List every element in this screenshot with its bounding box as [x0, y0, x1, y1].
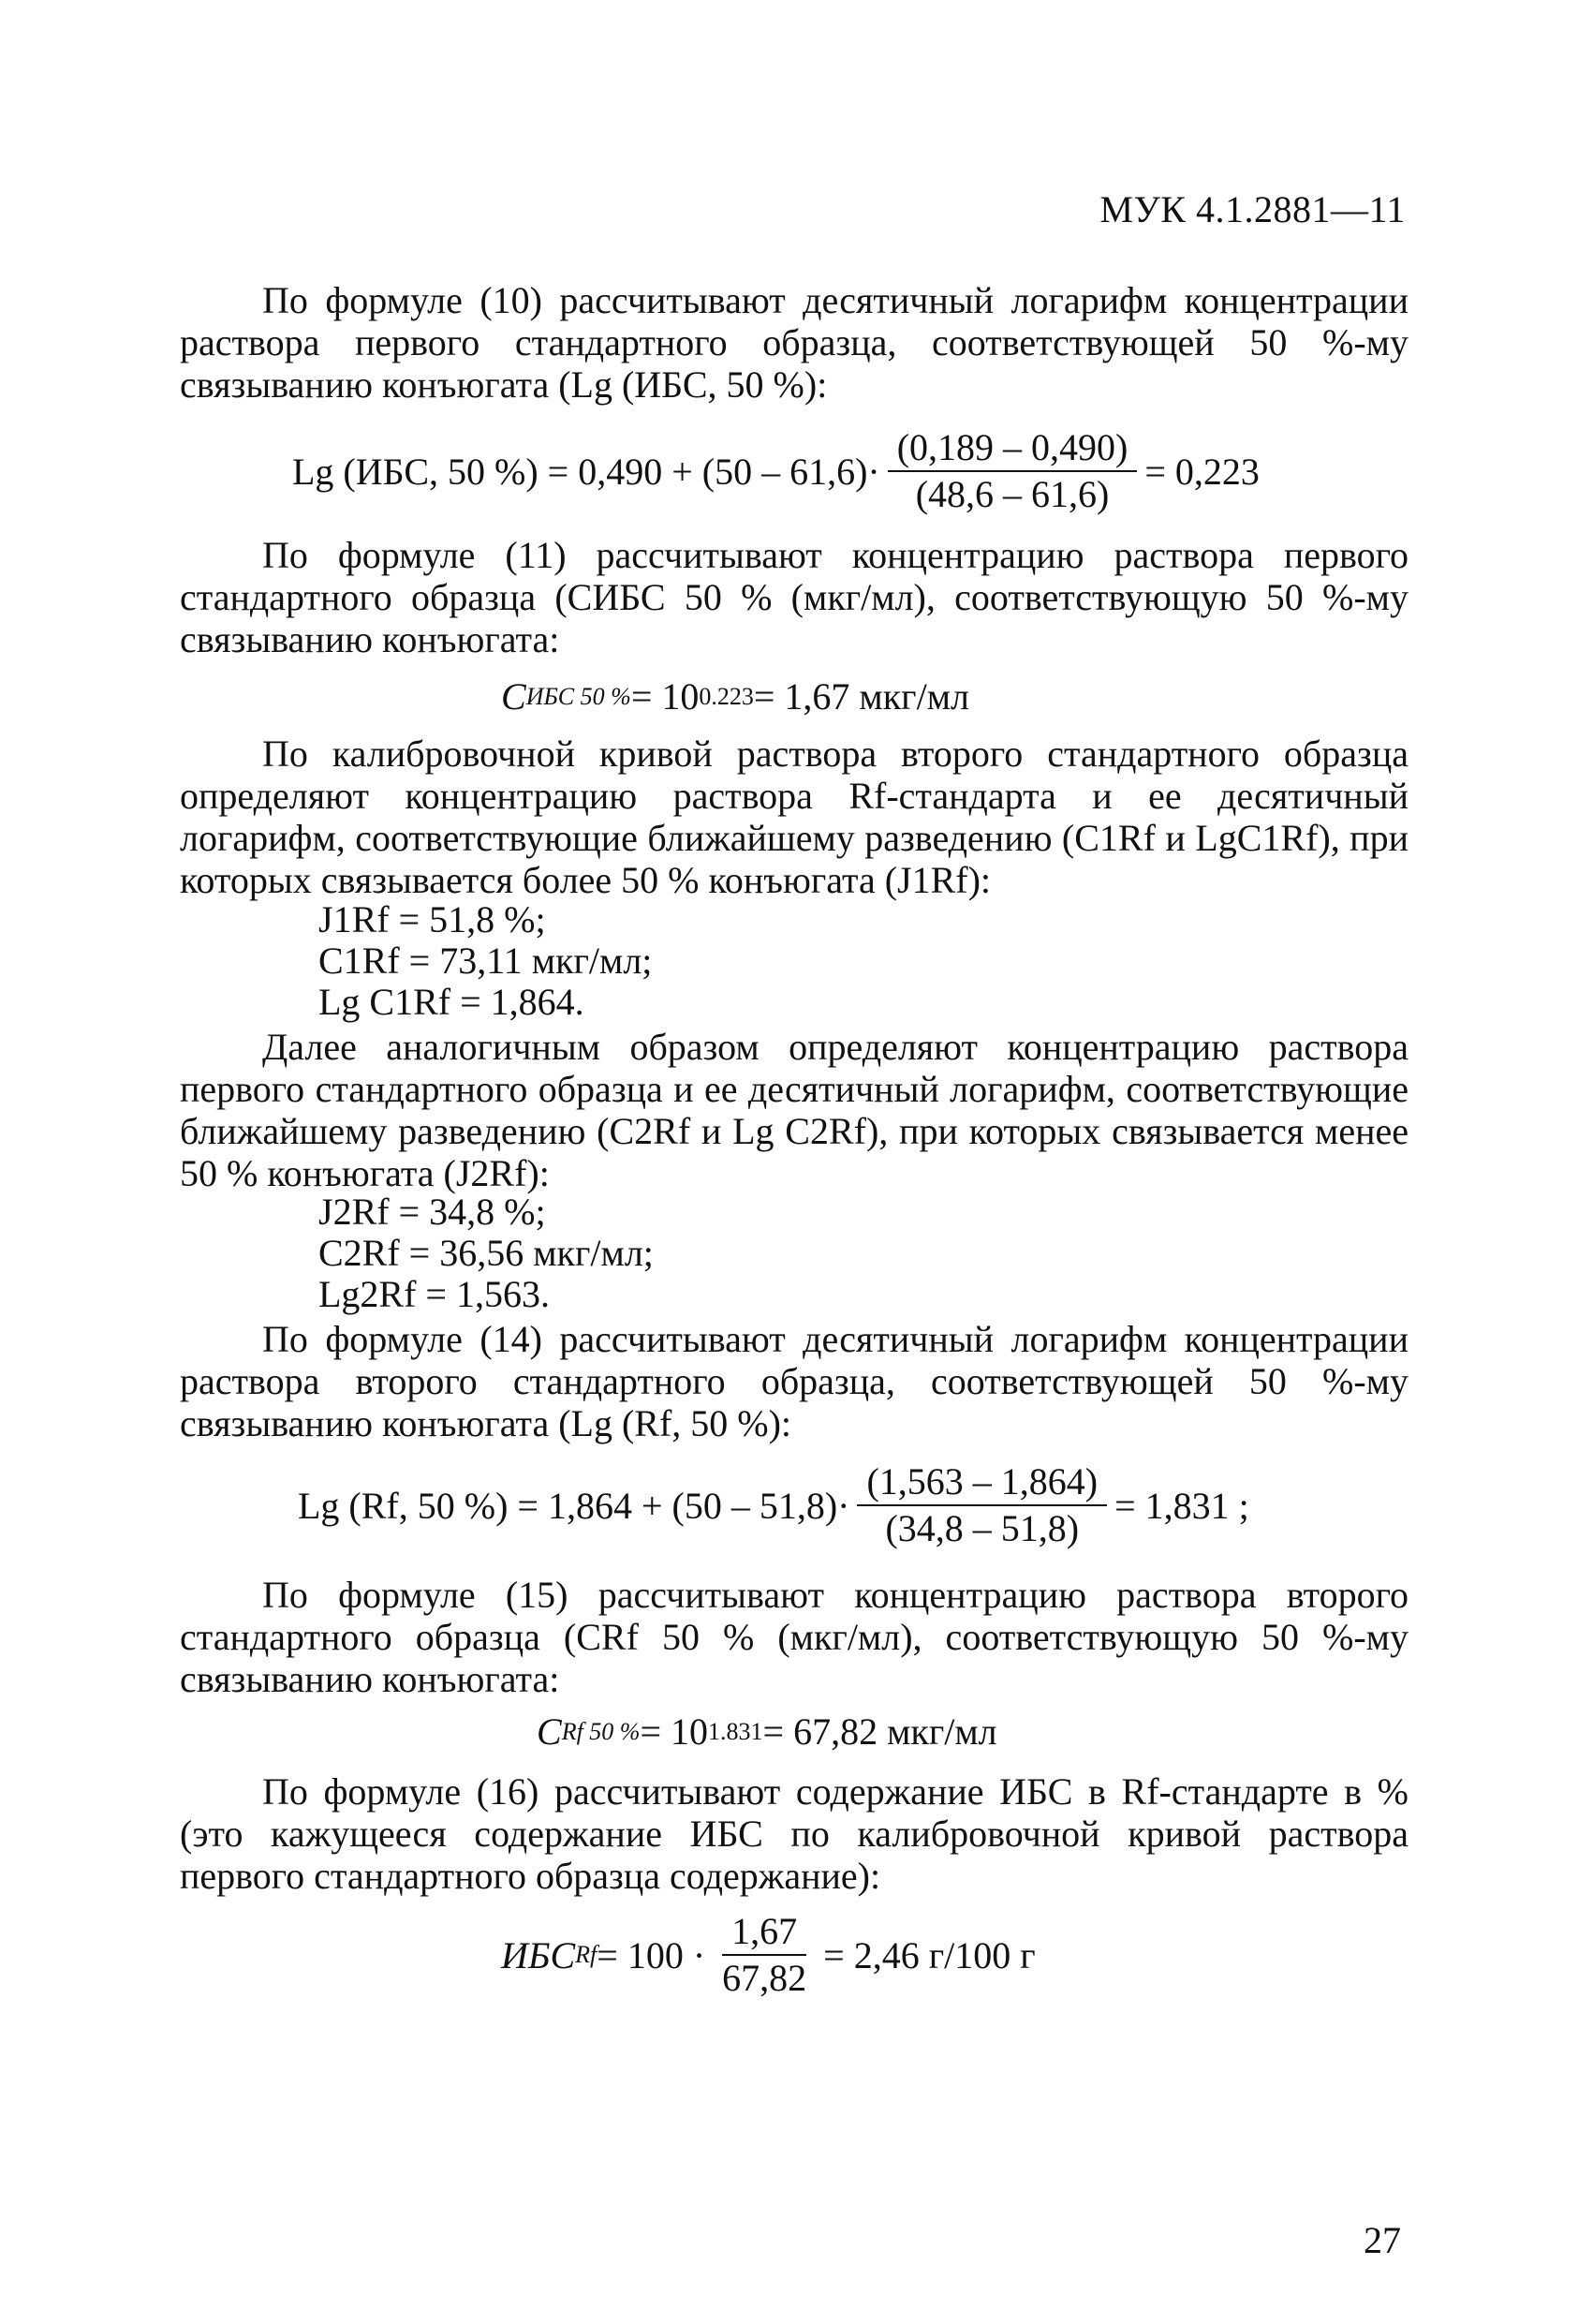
definition-c2rf: C2Rf = 36,56 мкг/мл;	[318, 1232, 654, 1274]
formula-16-result: = 2,46 г/100 г	[823, 1933, 1036, 1976]
paragraph-formula-10: По формуле (10) рассчитывают десятичный логарифм концентрации раствора первого стандартного образца, соответствующей 50 %-му связыванию конъюгата (Lg (ИБС, 50 %):	[180, 279, 1409, 406]
formula-15	[537, 1710, 997, 1754]
formula-11-rest: = 1,67 мкг/мл	[753, 675, 969, 718]
formula-16-symbol: ИБС	[501, 1933, 576, 1976]
formula-10-result: = 0,223	[1144, 450, 1260, 493]
formula-16-subscript: Rf	[575, 1941, 597, 1968]
formula-10-denominator: (48,6 – 61,6)	[915, 473, 1110, 515]
page-number: 27	[1364, 2219, 1401, 2261]
definition-c1rf: C1Rf = 73,11 мкг/мл;	[318, 940, 653, 982]
formula-16-numerator: 1,67	[722, 1911, 806, 1956]
paragraph-calibration-curve: По калибровочной кривой раствора второго стандартного образца определяют концентрацию раствора Rf-стандарта и ее десятичный логарифм, соответствующие ближайшему разведению (C1Rf и LgC1Rf), при которых связывается более 50 % конъюгата (J1Rf):	[180, 733, 1409, 901]
definition-lg2rf: Lg2Rf = 1,563.	[318, 1273, 550, 1315]
formula-15-symbol: C	[537, 1710, 562, 1753]
formula-10-lhs: Lg (ИБС, 50 %) = 0,490 + (50 – 61,6)·	[292, 450, 880, 493]
formula-16-mid: = 100 ·	[597, 1933, 706, 1976]
formula-14-fraction	[857, 1461, 1107, 1549]
paragraph-formula-16: По формуле (16) рассчитывают содержание ИБС в Rf-стандарте в % (это кажущееся содержание ИБС по калибровочной кривой раствора первого стандартного образца содержание):	[180, 1770, 1409, 1897]
definitions-first	[318, 899, 652, 1023]
formula-15-subscript: Rf 50 %	[561, 1717, 641, 1745]
formula-11-eq: = 10	[630, 675, 700, 718]
formula-15-eq: = 10	[640, 1710, 709, 1753]
formula-14-lhs: Lg (Rf, 50 %) = 1,864 + (50 – 51,8)·	[298, 1484, 850, 1527]
formula-10-numerator: (0,189 – 0,490)	[888, 427, 1138, 472]
formula-16-fraction	[713, 1911, 816, 1999]
definitions-second	[318, 1192, 654, 1315]
formula-16	[501, 1911, 1036, 1999]
formula-14-result: = 1,831 ;	[1114, 1484, 1249, 1527]
document-code: МУК 4.1.2881—11	[1099, 188, 1406, 230]
definition-j2rf: J2Rf = 34,8 %;	[318, 1191, 546, 1233]
formula-14	[298, 1461, 1249, 1549]
formula-14-numerator: (1,563 – 1,864)	[857, 1461, 1107, 1506]
formula-10	[292, 427, 1260, 515]
formula-11-subscript: ИБС 50 %	[525, 682, 631, 710]
paragraph-formula-15: По формуле (15) рассчитывают концентрацию раствора второго стандартного образца (CRf 50 % (мкг/мл), соответствующую 50 %-му связыванию конъюгата:	[180, 1574, 1409, 1700]
formula-16-denominator: 67,82	[722, 1957, 807, 1999]
formula-15-rest: = 67,82 мкг/мл	[762, 1710, 997, 1753]
formula-11-exponent: 0.223	[699, 682, 754, 710]
formula-15-exponent: 1.831	[708, 1717, 763, 1745]
paragraph-second-dilution: Далее аналогичным образом определяют концентрацию раствора первого стандартного образца и ее десятичный логарифм, соответствующие ближайшему разведению (C2Rf и Lg C2Rf), при которых связывается менее 50 % конъюгата (J2Rf):	[180, 1026, 1409, 1194]
definition-j1rf: J1Rf = 51,8 %;	[318, 898, 546, 940]
definition-lgc1rf: Lg C1Rf = 1,864.	[318, 981, 584, 1023]
formula-11	[501, 674, 969, 718]
formula-14-denominator: (34,8 – 51,8)	[885, 1507, 1080, 1549]
paragraph-formula-11: По формуле (11) рассчитывают концентрацию раствора первого стандартного образца (CИБС 50 % (мкг/мл), соответствующую 50 %-му связыванию конъюгата:	[180, 534, 1409, 660]
formula-11-symbol: C	[501, 675, 526, 718]
formula-10-fraction	[888, 427, 1138, 515]
paragraph-formula-14: По формуле (14) рассчитывают десятичный логарифм концентрации раствора второго стандартного образца, соответствующей 50 %-му связыванию конъюгата (Lg (Rf, 50 %):	[180, 1318, 1409, 1444]
